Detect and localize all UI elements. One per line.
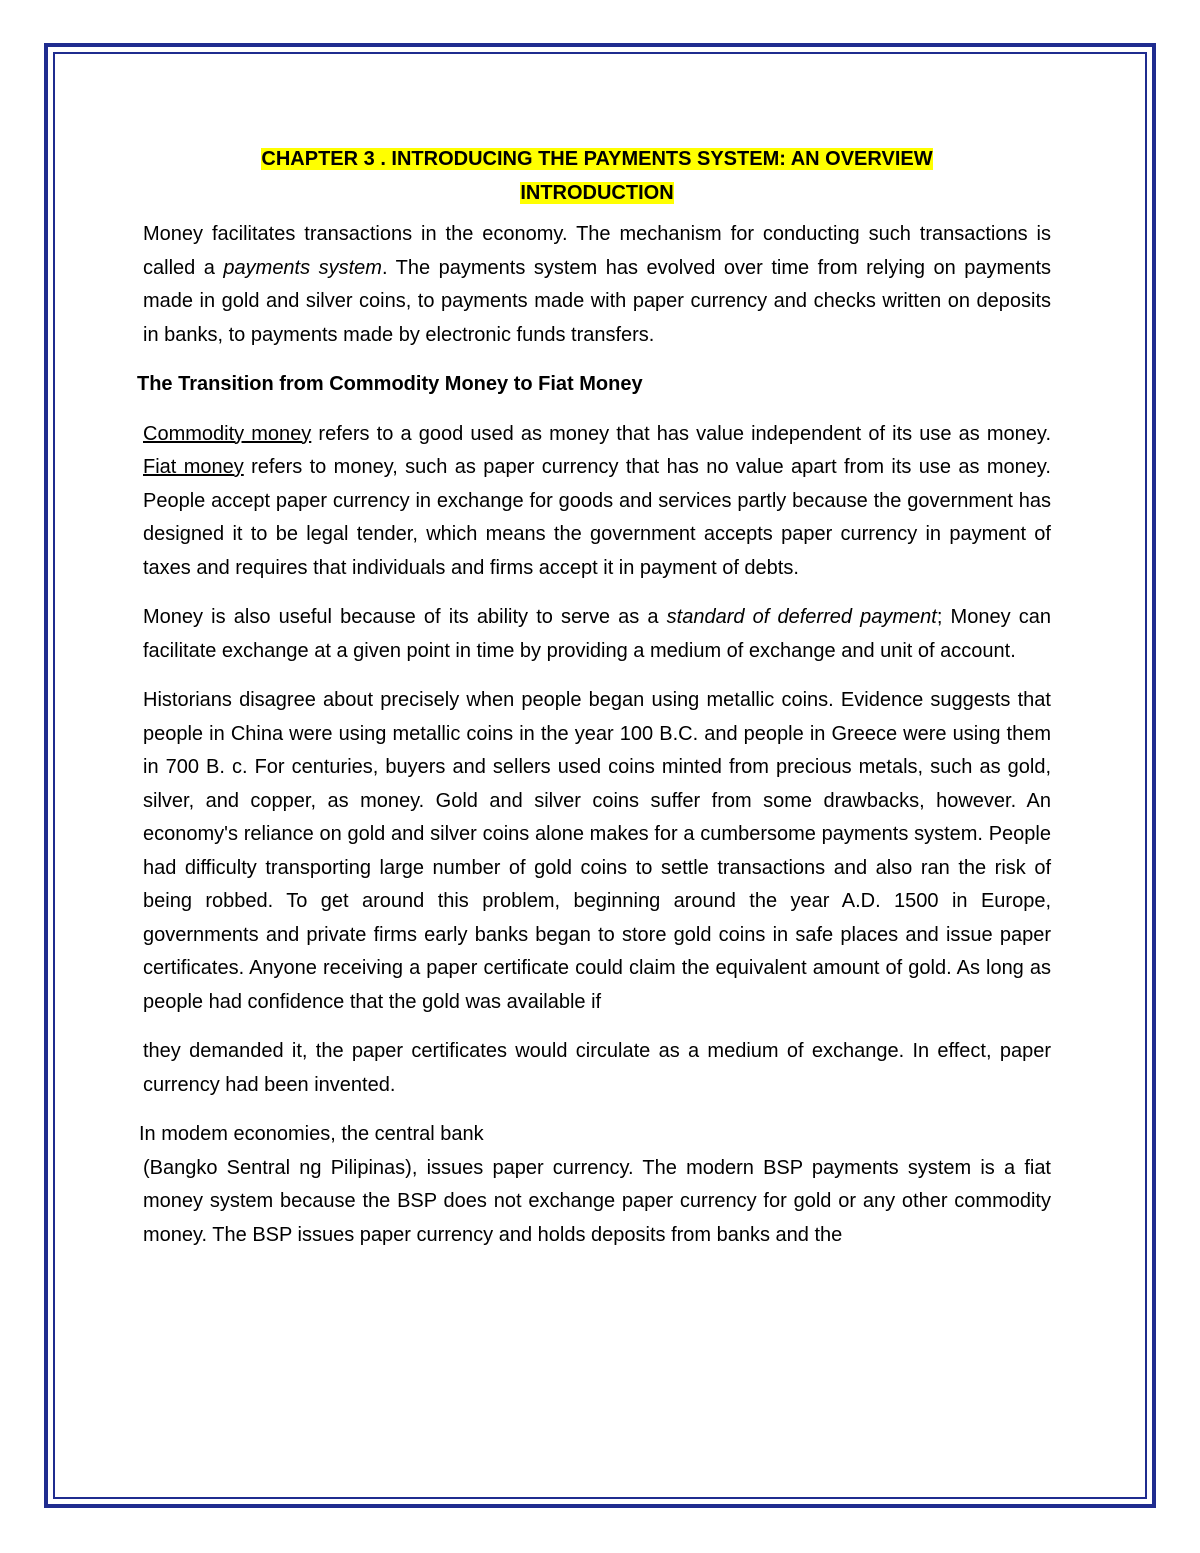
section-heading: The Transition from Commodity Money to Fiat Money [137,373,643,395]
commodity-paragraph [143,418,1051,586]
chapter-title-line2: INTRODUCTION [520,181,674,204]
document-body [137,143,1052,1252]
historians-paragraph: Historians disagree about precisely when people began using metallic coins. Evidence suggests that people in China were using metallic coins in the year 100 B.C. and people in Greece were using them in 700 B. c. For centuries, buyers and sellers used coins minted from precious metals, such as gold, silver, and copper, as money. Gold and silver coins suffer from some drawbacks, however. An economy's reliance on gold and silver coins alone makes for a cumbersome payments system. People had difficulty transporting large number of gold coins to settle transactions and also ran the risk of being robbed. To get around this problem, beginning around the year A.D. 1500 in Europe, governments and private firms early banks began to store gold coins in safe places and issue paper certificates. Anyone receiving a paper certificate could claim the equivalent amount of gold. As long as people had confidence that the gold was available if [143,689,1051,1013]
intro-text-2: . The payments system has evolved over time from relying on payments made in gold and silver coins, to payments made with paper currency and checks written on deposits in banks, to payments made by electronic funds transfers. [143,256,1052,346]
chapter-title-line1: CHAPTER 3 . INTRODUCING THE PAYMENTS SYSTEM: AN OVERVIEW [261,148,933,170]
modern-paragraph [139,1118,1051,1252]
intro-paragraph [143,218,1051,352]
deferred-paragraph [143,601,1051,668]
modern-text-rest: (Bangko Sentral ng Pilipinas), issues paper currency. The modern BSP payments system is a fiat money system because the BSP does not exchange paper currency for gold or any other commodity money. The BSP issues paper currency and holds deposits from banks and the [143,1156,1051,1246]
deferred-italic-term: standard of deferred payment [666,606,937,628]
chapter-title [143,143,1051,210]
modern-line-1: In modem economies, the central bank [139,1123,484,1145]
deferred-text-1: Money is also useful because of its ability to serve as a [143,606,667,628]
commodity-money-term: Commodity money [143,422,312,445]
commodity-text-1: refers to a good used as money that has value independent of its use as money. [311,422,1051,445]
intro-italic-term: payments system [223,256,382,279]
fiat-money-term: Fiat money [143,456,244,478]
continued-paragraph: they demanded it, the paper certificates would circulate as a medium of exchange. In effect, paper currency had been invented. [143,1040,1051,1096]
intro-text-1: Money facilitates transactions in the economy. The mechanism for conducting such transactions is called a [143,223,1051,279]
commodity-text-2: refers to money, such as paper currency that has no value apart from its use as money. People accept paper currency in exchange for goods and services partly because the government has designed it to be legal tender, which means the government accepts paper currency in payment of taxes and requires that individuals and firms accept it in payment of debts. [143,456,1051,579]
deferred-text-2: ; Money can facilitate exchange at a given point in time by providing a medium of exchange and unit of account. [143,606,1051,662]
